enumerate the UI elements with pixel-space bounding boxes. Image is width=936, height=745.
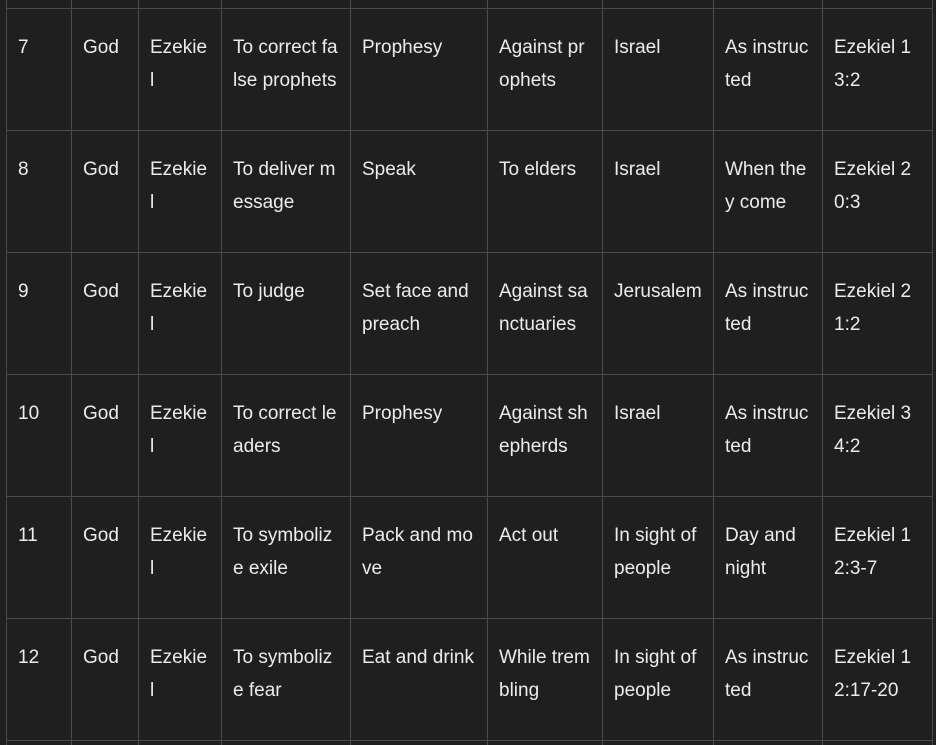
cell-timing: As instructed bbox=[714, 375, 823, 497]
cell-target: Act out bbox=[488, 497, 603, 619]
table-row bbox=[7, 375, 933, 497]
table-row bbox=[7, 131, 933, 253]
cell-row-number: 12 bbox=[7, 619, 72, 741]
table-row bbox=[7, 619, 933, 741]
cell-action: Speak bbox=[351, 131, 488, 253]
cell-purpose: To symbolize fear bbox=[222, 619, 351, 741]
cell-audience: Israel bbox=[603, 375, 714, 497]
cell-audience: Jerusalem bbox=[603, 253, 714, 375]
cell-purpose: To judge bbox=[222, 253, 351, 375]
cell-action: Pack and move bbox=[351, 497, 488, 619]
cell-reference: Ezekiel 21:2 bbox=[823, 253, 933, 375]
cell-recipient: Ezekiel bbox=[139, 375, 222, 497]
cell-timing: When they come bbox=[714, 131, 823, 253]
data-table bbox=[6, 0, 933, 745]
cell-reference: Ezekiel 20:3 bbox=[823, 131, 933, 253]
table-row bbox=[7, 253, 933, 375]
cell-audience: Israel bbox=[603, 131, 714, 253]
cell-row-number: 11 bbox=[7, 497, 72, 619]
table-row-partial-bottom bbox=[7, 741, 933, 745]
table-row bbox=[7, 9, 933, 131]
cell-row-number: 10 bbox=[7, 375, 72, 497]
cell-timing: As instructed bbox=[714, 253, 823, 375]
cell-target: To elders bbox=[488, 131, 603, 253]
cell-audience: Israel bbox=[603, 9, 714, 131]
cell-speaker: God bbox=[72, 253, 139, 375]
table-body bbox=[7, 0, 933, 745]
cell-recipient: Ezekiel bbox=[139, 131, 222, 253]
cell-row-number: 9 bbox=[7, 253, 72, 375]
cell-speaker: God bbox=[72, 619, 139, 741]
cell-recipient: Ezekiel bbox=[139, 497, 222, 619]
cell-audience: In sight of people bbox=[603, 619, 714, 741]
cell-action: Eat and drink bbox=[351, 619, 488, 741]
table-row bbox=[7, 497, 933, 619]
cell-reference: Ezekiel 13:2 bbox=[823, 9, 933, 131]
table-row-partial-top bbox=[7, 0, 933, 9]
cell-reference: Ezekiel 12:17-20 bbox=[823, 619, 933, 741]
cell-timing: As instructed bbox=[714, 9, 823, 131]
cell-timing: Day and night bbox=[714, 497, 823, 619]
cell-action: Prophesy bbox=[351, 375, 488, 497]
data-table-container bbox=[6, 0, 932, 745]
cell-target: Against shepherds bbox=[488, 375, 603, 497]
cell-recipient: Ezekiel bbox=[139, 9, 222, 131]
cell-purpose: To deliver message bbox=[222, 131, 351, 253]
cell-target: While trembling bbox=[488, 619, 603, 741]
cell-reference: Ezekiel 12:3-7 bbox=[823, 497, 933, 619]
cell-speaker: God bbox=[72, 131, 139, 253]
cell-row-number: 7 bbox=[7, 9, 72, 131]
cell-speaker: God bbox=[72, 375, 139, 497]
cell-timing: As instructed bbox=[714, 619, 823, 741]
cell-speaker: God bbox=[72, 9, 139, 131]
cell-purpose: To symbolize exile bbox=[222, 497, 351, 619]
cell-speaker: God bbox=[72, 497, 139, 619]
cell-recipient: Ezekiel bbox=[139, 253, 222, 375]
cell-audience: In sight of people bbox=[603, 497, 714, 619]
cell-reference: Ezekiel 34:2 bbox=[823, 375, 933, 497]
cell-recipient: Ezekiel bbox=[139, 619, 222, 741]
cell-purpose: To correct false prophets bbox=[222, 9, 351, 131]
cell-action: Set face and preach bbox=[351, 253, 488, 375]
cell-target: Against sanctuaries bbox=[488, 253, 603, 375]
cell-target: Against prophets bbox=[488, 9, 603, 131]
cell-row-number: 8 bbox=[7, 131, 72, 253]
cell-purpose: To correct leaders bbox=[222, 375, 351, 497]
cell-action: Prophesy bbox=[351, 9, 488, 131]
